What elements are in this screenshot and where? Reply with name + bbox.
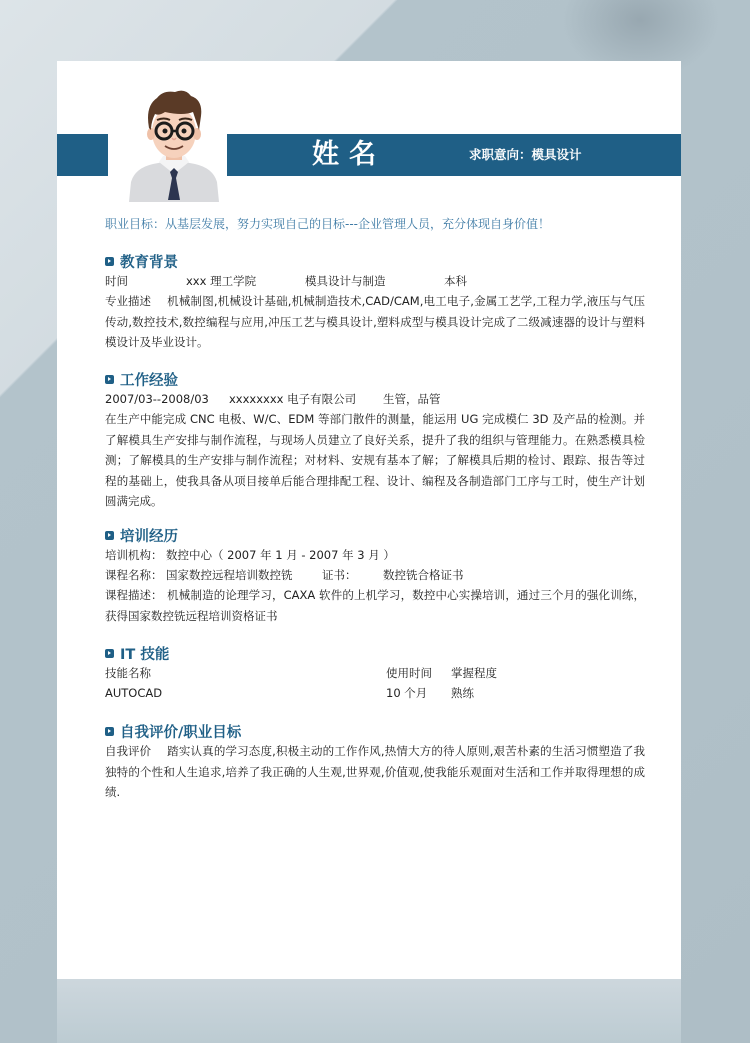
- training-org-row: 培训机构： 数控中心（ 2007 年 1 月 - 2007 年 3 月 ）: [105, 545, 645, 565]
- education-major: 模具设计与制造: [305, 274, 386, 288]
- resume-page: [57, 61, 681, 979]
- section-education: [105, 251, 645, 353]
- section-training: [105, 525, 645, 626]
- work-period: 2007/03--2008/03: [105, 392, 209, 406]
- education-description: 专业描述 机械制图,机械设计基础,机械制造技术,CAD/CAM,电工电子,金属工艺学,工程力学,液压与气压传动,数控技术,数控编程与应用,冲压工艺与模具设计,塑料成型与模具设计完成了二级减速器的设计与塑料模设计及毕业设计。: [105, 294, 645, 349]
- section-title: 自我评价/职业目标: [105, 721, 645, 741]
- work-description: 在生产中能完成 CNC 电极、W/C、EDM 等部门散件的测量，能运用 UG 完成模仁 3D 及产品的检测。并了解模具生产安排与制作流程，与现场人员建立了良好关系，提升了我的组织与管理能力。在熟悉模具检测；了解模具的生产安排与制作流程；对材料、安规有基本了解；了解模具后期的检讨、跟踪、报告等过程的基础上，使我具备从项目接单后能合理排配工程、设计、编程及各制造部门工序与工时，使生产计划圆满完成。: [105, 412, 645, 508]
- candidate-name: 姓名: [312, 139, 386, 170]
- section-title: 工作经验: [105, 369, 645, 389]
- section-title: IT 技能: [105, 643, 645, 663]
- training-org: 数控中心（ 2007 年 1 月 - 2007 年 3 月 ）: [166, 548, 395, 562]
- header-bar-right: [227, 134, 681, 176]
- section-bullet-icon: [105, 531, 114, 540]
- section-bullet-icon: [105, 257, 114, 266]
- header-bar-left: [57, 134, 108, 176]
- work-company: xxxxxxxx 电子有限公司: [229, 392, 357, 406]
- education-time: 时间: [105, 274, 128, 288]
- avatar-icon: [119, 86, 229, 202]
- section-title: 培训经历: [105, 525, 645, 545]
- section-title: 教育背景: [105, 251, 645, 271]
- training-course-row: 课程名称： 国家数控远程培训数控铣 证书： 数控铣合格证书: [105, 565, 645, 585]
- job-intention: 求职意向：模具设计: [469, 147, 582, 162]
- section-bullet-icon: [105, 649, 114, 658]
- training-description: 课程描述： 机械制造的论理学习，CAXA 软件的上机学习，数控中心实操培训，通过三个月的强化训练，获得国家数控铣远程培训资格证书: [105, 588, 645, 623]
- section-work: [105, 369, 645, 512]
- section-it-skills: [105, 643, 645, 703]
- paper-reflection: [57, 979, 681, 1043]
- education-degree: 本科: [444, 274, 467, 288]
- training-cert: 数控铣合格证书: [383, 568, 464, 582]
- section-self-evaluation: [105, 721, 645, 803]
- training-course: 国家数控远程培训数控铣: [166, 568, 293, 582]
- section-bullet-icon: [105, 727, 114, 736]
- work-role: 生管，品管: [383, 392, 441, 406]
- section-bullet-icon: [105, 375, 114, 384]
- career-goal: 职业目标：从基层发展，努力实现自己的目标---企业管理人员，充分体现自身价值！: [105, 217, 550, 231]
- self-evaluation-text: 自我评价 踏实认真的学习态度,积极主动的工作作风,热情大方的待人原则,艰苦朴素的生活习惯塑造了我独特的个性和人生追求,培养了我正确的人生观,世界观,价值观,使我能乐观面对生活和工作并取得理想的成绩.: [105, 744, 645, 799]
- education-row: [105, 271, 645, 291]
- skills-row: AUTOCAD 10 个月 熟练: [105, 686, 474, 700]
- education-school: xxx 理工学院: [186, 274, 257, 288]
- skills-header-row: 技能名称 使用时间 掌握程度: [105, 666, 497, 680]
- work-row: [105, 389, 645, 409]
